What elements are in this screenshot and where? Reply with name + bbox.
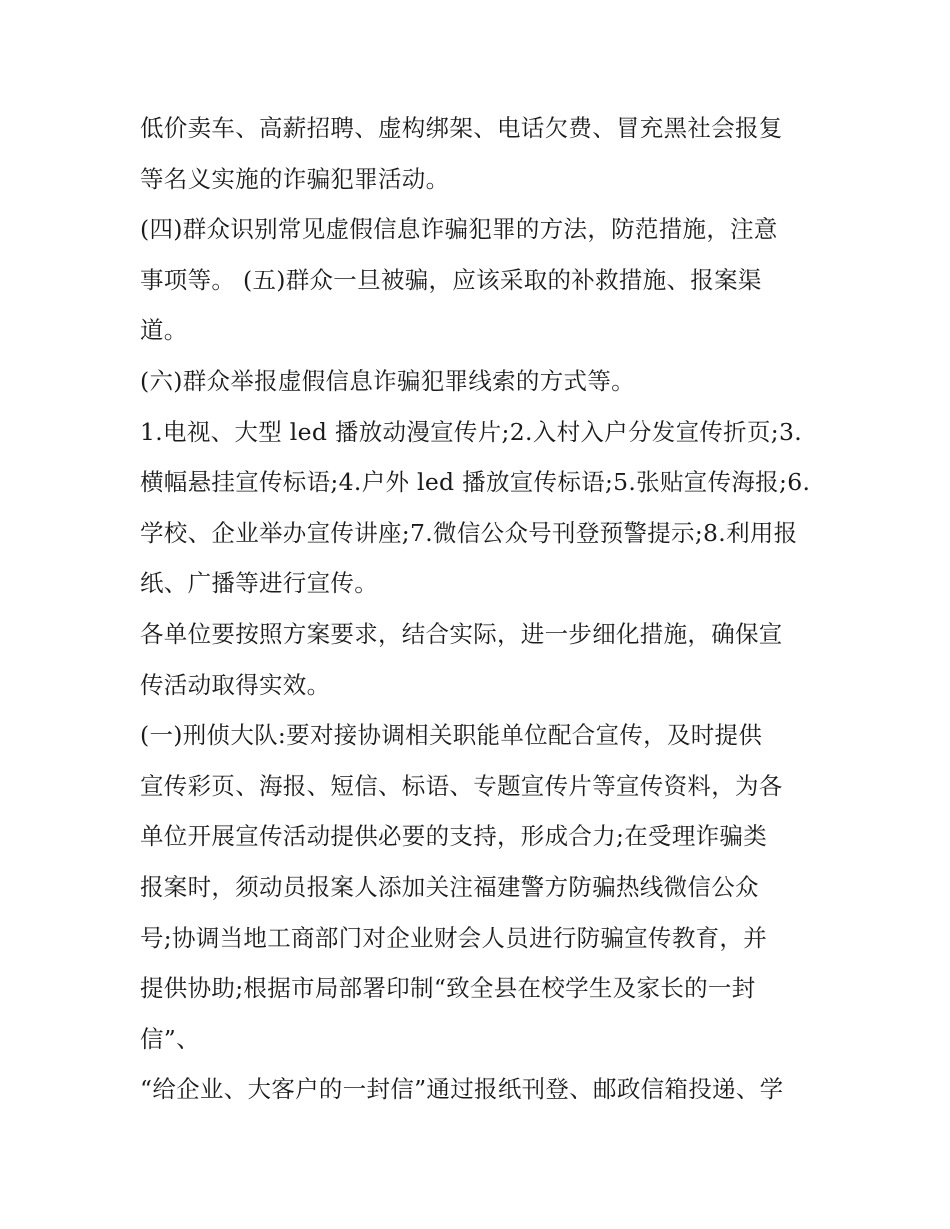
text-line: 提供协助;根据市局部署印制“致全县在校学生及家长的一封	[140, 974, 756, 1003]
text-line: “给企业、大客户的一封信”通过报纸刊登、邮政信箱投递、学	[140, 1075, 784, 1104]
text-line: 信”、	[140, 1024, 200, 1053]
text-line: 传活动取得实效。	[140, 670, 331, 699]
text-line: 报案时，须动员报案人添加关注福建警方防骗热线微信公众	[140, 872, 759, 901]
text-line: 纸、广播等进行宣传。	[140, 569, 378, 598]
text-line: 低价卖车、高薪招聘、虚构绑架、电话欠费、冒充黑社会报复	[140, 114, 783, 142]
text-line: 宣传彩页、海报、短信、标语、专题宣传片等宣传资料，为各	[140, 771, 783, 800]
text-line: (一)刑侦大队:要对接协调相关职能单位配合宣传，及时提供	[140, 721, 763, 750]
text-line: 道。	[140, 316, 188, 345]
text-line: 1.电视、大型 led 播放动漫宣传片;2.入村入户分发宣传折页;3.	[140, 417, 803, 446]
text-line: 事项等。 (五)群众一旦被骗，应该采取的补救措施、报案渠	[140, 265, 762, 294]
text-line: 单位开展宣传活动提供必要的支持，形成合力;在受理诈骗类	[140, 822, 768, 851]
text-line: 学校、企业举办宣传讲座;7.微信公众号刊登预警提示;8.利用报	[140, 518, 798, 547]
document-body	[140, 103, 820, 1115]
text-line: 横幅悬挂宣传标语;4.户外 led 播放宣传标语;5.张贴宣传海报;6.	[140, 468, 811, 497]
text-line: 号;协调当地工商部门对企业财会人员进行防骗宣传教育，并	[140, 923, 768, 952]
text-line: 等名义实施的诈骗犯罪活动。	[140, 164, 450, 193]
text-line: 各单位要按照方案要求，结合实际，进一步细化措施，确保宣	[140, 619, 783, 648]
text-line: (四)群众识别常见虚假信息诈骗犯罪的方法，防范措施，注意	[140, 215, 778, 244]
text-line: (六)群众举报虚假信息诈骗犯罪线索的方式等。	[140, 366, 635, 395]
